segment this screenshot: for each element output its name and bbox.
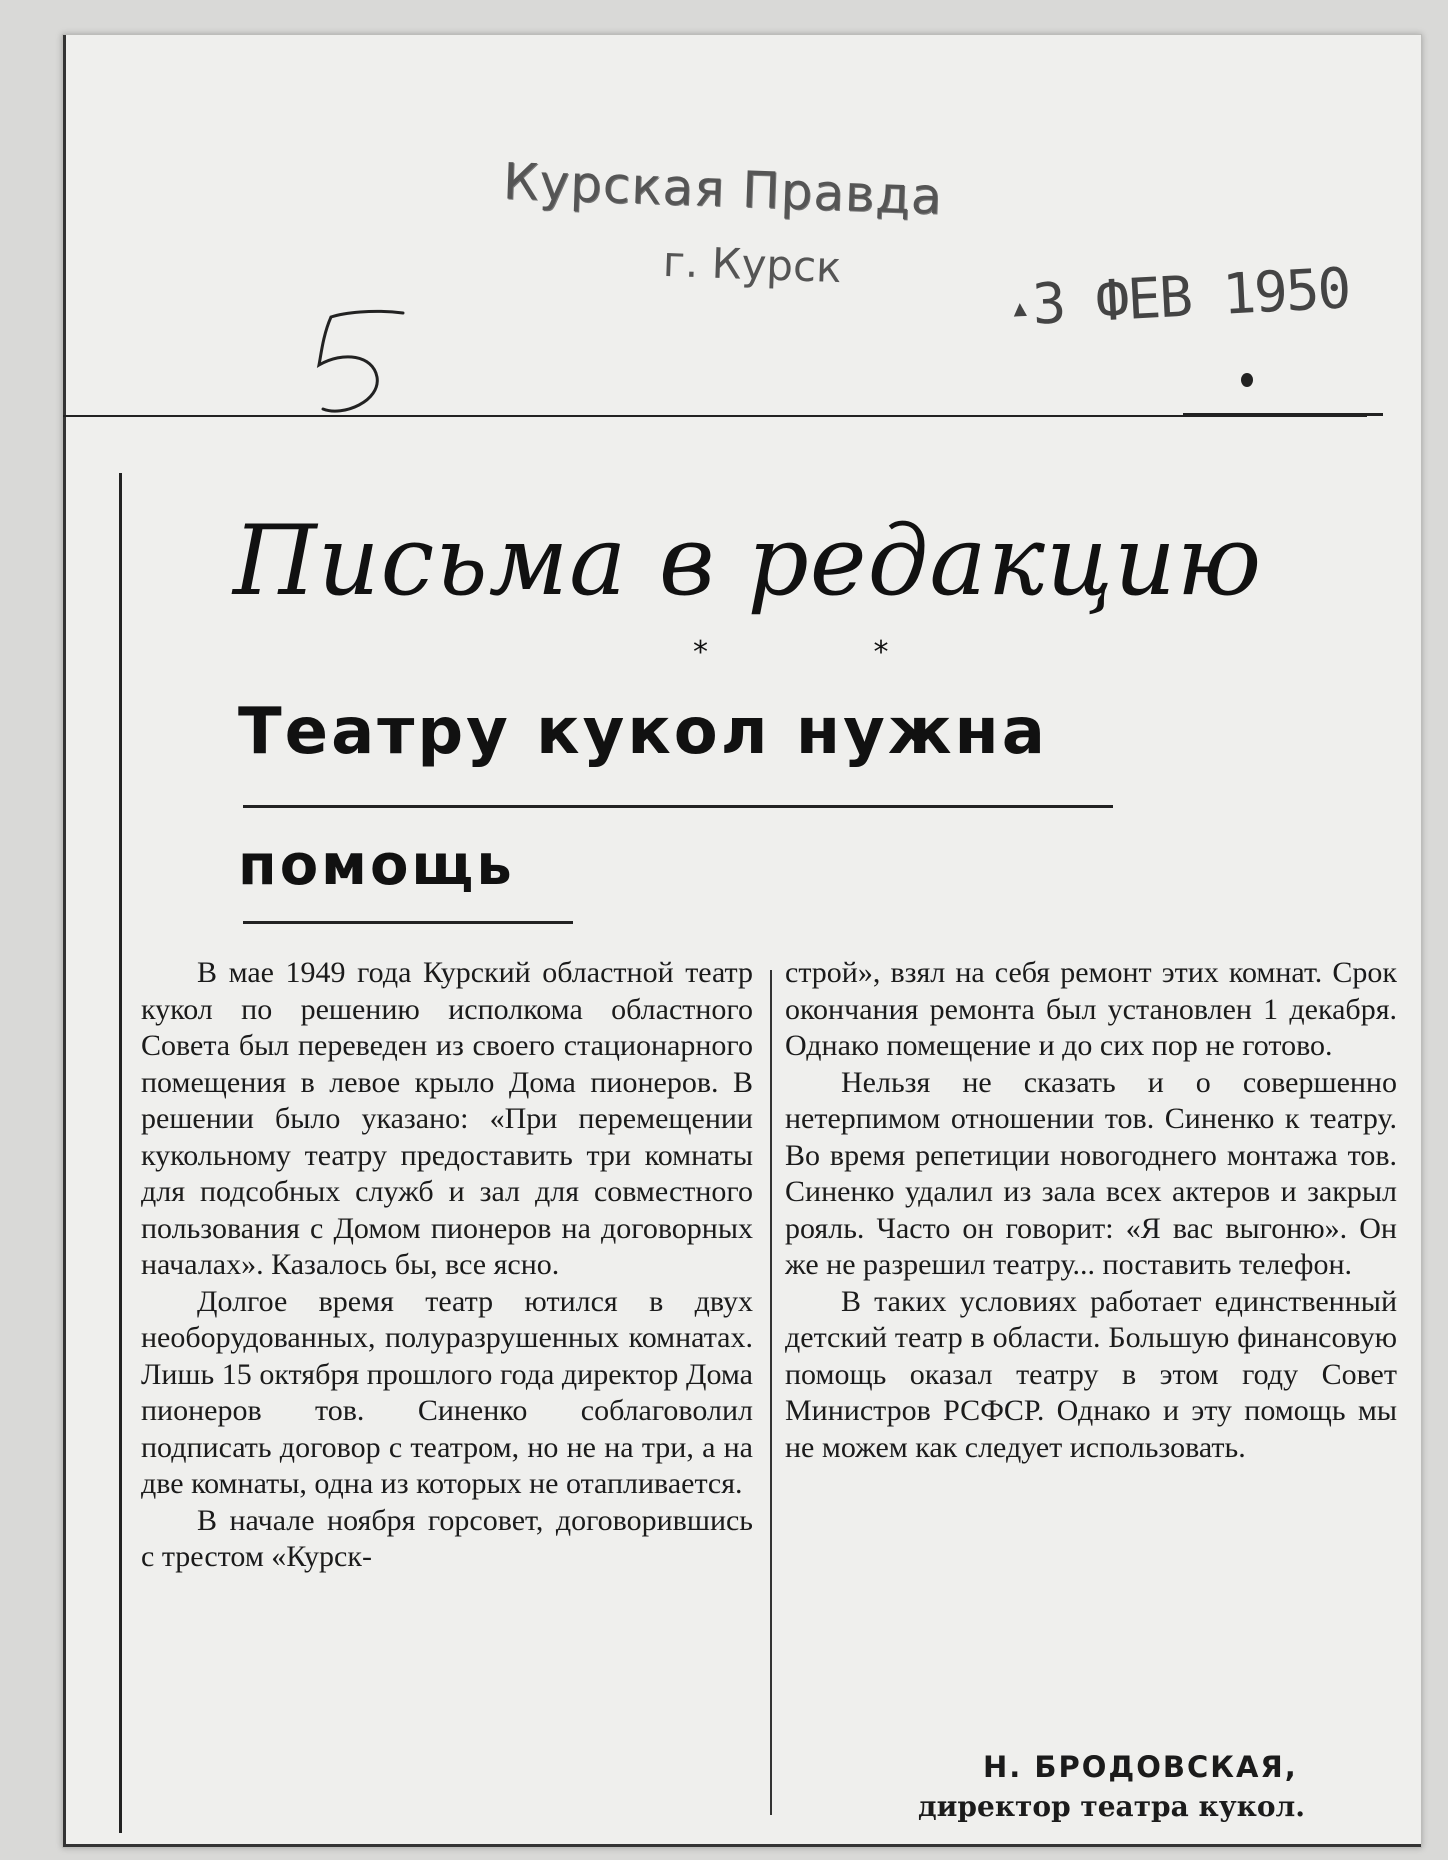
right-column bbox=[785, 955, 1397, 1466]
article-title-line1: Театру кукол нужна bbox=[238, 695, 1048, 769]
section-heading: Письма в редакцию bbox=[233, 505, 1263, 617]
paragraph: Долгое время театр ютился в двух необорудованных, полуразрушенных комнатах. Лишь 15 октября прошлого года директор Дома пионеров тов. Синенко соблаговолил подписать договор с театром, но не на три, а на две комнаты, одна из которых не отапливается. bbox=[141, 1284, 753, 1500]
left-column bbox=[141, 955, 753, 1576]
ink-dot bbox=[1241, 373, 1253, 387]
signature-role: директор театра кукол. bbox=[918, 1790, 1306, 1823]
city-stamp: г. Курск bbox=[662, 236, 843, 293]
header-rule bbox=[63, 415, 1367, 417]
title2-rule bbox=[243, 921, 573, 924]
date-stamp-text: 3 ФЕВ 1950 bbox=[1030, 256, 1351, 338]
paragraph: В мае 1949 года Курский областной театр кукол по решению исполкома областного Совета был переведен из своего стационарного помещения в левое крыло Дома пионеров. В решении было указано: «При перемещении кукольному театру предоставить три комнаты для подсобных служб и зал для совместного пользования с Домом пионеров на договорных началах». Казалось бы, все ясно. bbox=[141, 956, 753, 1281]
paragraph: В таких условиях работает единственный детский театр в области. Большую финансовую помощь оказал театру в этом году Совет Министров РСФСР. Однако и эту помощь мы не можем как следует использовать. bbox=[785, 1284, 1397, 1464]
title-rule bbox=[243, 805, 1113, 808]
paragraph: строй», взял на себя ремонт этих комнат. Срок окончания ремонта был установлен 1 декабря. Однако помещение и до сих пор не готово. bbox=[785, 956, 1397, 1062]
triangle-icon: ▲ bbox=[1012, 296, 1026, 323]
paragraph: Нельзя не сказать и о совершенно нетерпимом отношении тов. Синенко к театру. Во время репетиции новогоднего монтажа тов. Синенко удалил из зала всех актеров и закрыл рояль. Часто он говорит: «Я вас выгоню». Он же не разрешил театру... поставить телефон. bbox=[785, 1065, 1397, 1281]
newspaper-stamp: Курская Правда bbox=[502, 152, 944, 226]
paragraph: В начале ноября горсовет, договорившись с трестом «Курск- bbox=[141, 1503, 753, 1573]
column-divider bbox=[770, 970, 772, 1815]
article-title-line2: помощь bbox=[238, 833, 515, 898]
handwritten-mark-icon bbox=[293, 305, 413, 425]
newspaper-clipping bbox=[62, 34, 1422, 1848]
header-rule-end bbox=[1183, 413, 1383, 416]
signature-name: Н. БРОДОВСКАЯ, bbox=[983, 1750, 1298, 1784]
left-column-rule bbox=[119, 473, 122, 1833]
separator-stars: * * bbox=[693, 635, 967, 670]
